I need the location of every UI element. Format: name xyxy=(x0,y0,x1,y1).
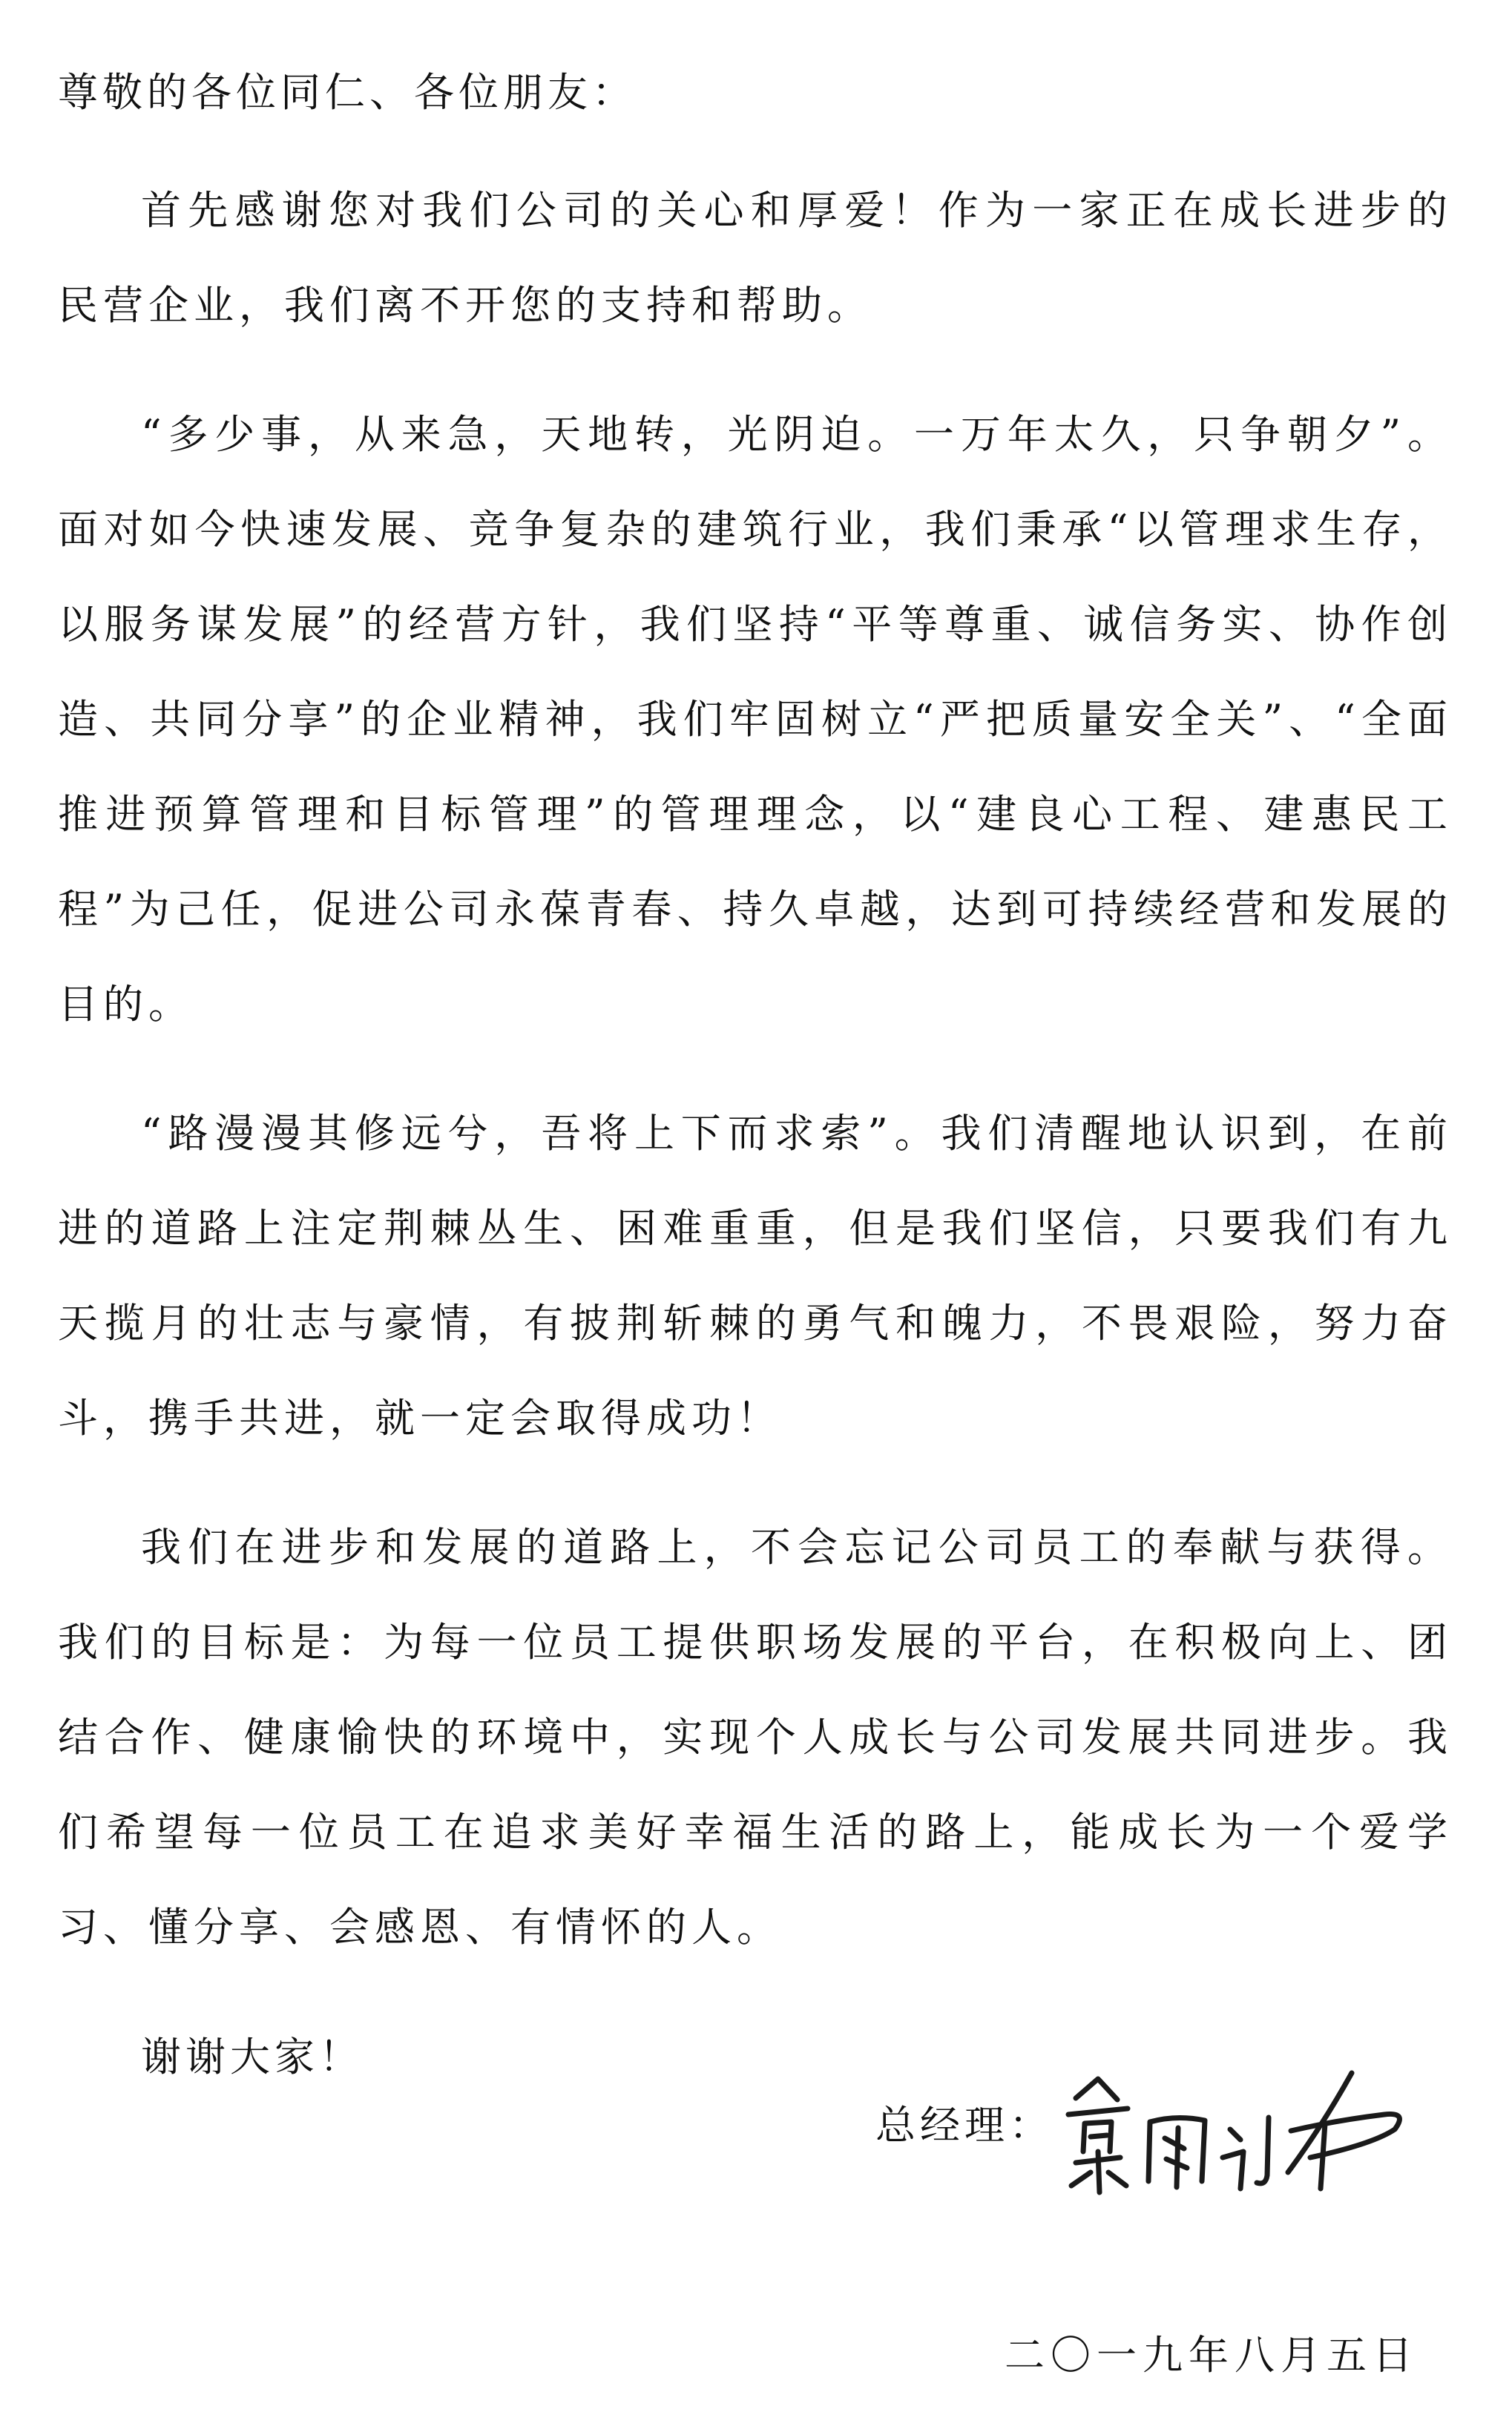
paragraph-determination: “路漫漫其修远兮，吾将上下而求索”。我们清醒地认识到，在前进的道路上注定荆棘丛生、困难重重，但是我们坚信，只要我们有九天揽月的壮志与豪情，有披荆斩棘的勇气和魄力，不畏艰险，努力奋斗，携手共进，就一定会取得成功！ xyxy=(58,1110,1453,1442)
paragraph-philosophy: “多少事，从来急，天地转，光阴迫。一万年太久，只争朝夕”。面对如今快速发展、竞争复杂的建筑行业，我们秉承“以管理求生存，以服务谋发展”的经营方针，我们坚持“平等尊重、诚信务实、协作创造、共同分享”的企业精神，我们牢固树立“严把质量安全关”、“全面推进预算管理和目标管理”的管理理念，以“建良心工程、建惠民工程”为己任，促进公司永葆青春、持久卓越，达到可持续经营和发展的目的。 xyxy=(58,411,1453,1028)
letter-date: 二〇一九年八月五日 xyxy=(1005,2332,1419,2379)
handwritten-signature-icon xyxy=(1046,2040,1432,2204)
signer-title: 总经理： xyxy=(875,2102,1054,2149)
salutation: 尊敬的各位同仁、各位朋友： xyxy=(58,69,637,116)
letter-body xyxy=(58,45,1453,2106)
signature-block xyxy=(875,2040,1454,2204)
paragraph-employees: 我们在进步和发展的道路上，不会忘记公司员工的奉献与获得。我们的目标是：为每一位员工提供职场发展的平台，在积极向上、团结合作、健康愉快的环境中，实现个人成长与公司发展共同进步。我们希望每一位员工在追求美好幸福生活的路上，能成长为一个爱学习、懂分享、会感恩、有情怀的人。 xyxy=(58,1524,1453,1951)
paragraph-intro: 首先感谢您对我们公司的关心和厚爱！作为一家正在成长进步的民营企业，我们离不开您的支持和帮助。 xyxy=(58,187,1453,329)
closing-thanks: 谢谢大家！ xyxy=(141,2034,364,2080)
